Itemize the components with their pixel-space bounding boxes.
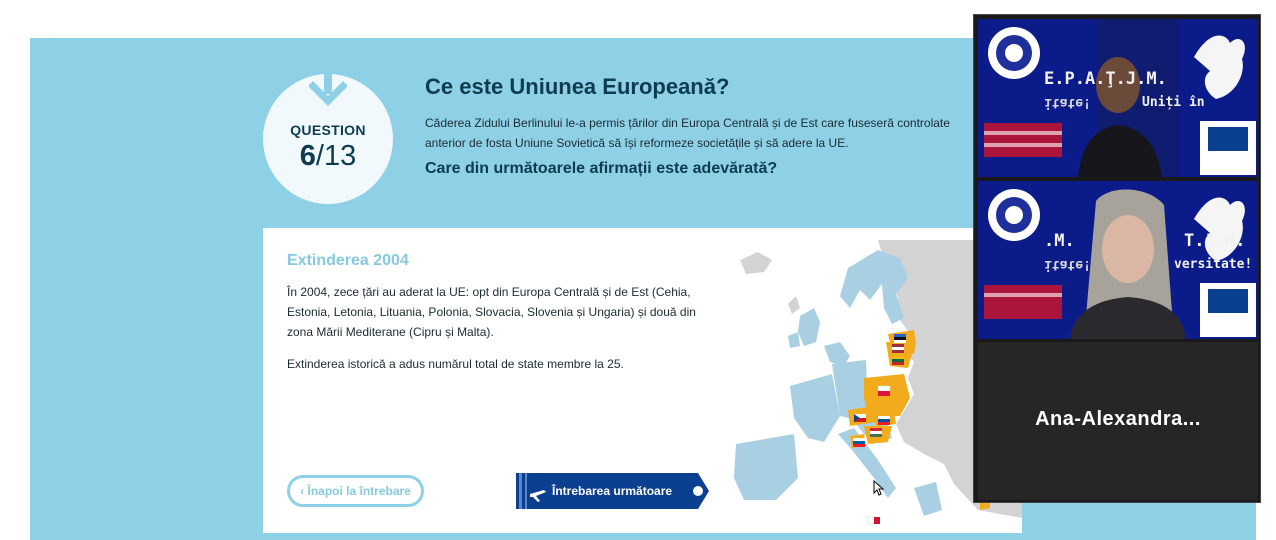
down-arrow-icon [309, 72, 347, 106]
question-intro: Căderea Zidului Berlinului le-a permis țărilor din Europa Centrală și de Est care fuseseră controlate anterior de fosta Uniune Sovietică să își reformeze societățile și să adere la UE. [425, 116, 950, 150]
video-call-panel [973, 14, 1261, 503]
question-label: QUESTION [290, 122, 366, 138]
answer-card [263, 228, 1022, 533]
question-total: /13 [315, 140, 357, 172]
next-question-button[interactable] [516, 473, 709, 509]
video-tile[interactable] [978, 19, 1258, 177]
chevron-left-icon: ‹ [300, 484, 308, 498]
background-slogan: Uniți în [1142, 95, 1205, 110]
participant-name: Ana-Alexandra... [1035, 408, 1201, 430]
background-slogan [1044, 95, 1091, 110]
flag-lithuania [892, 356, 904, 365]
flag-czechia [854, 414, 866, 422]
question-number [263, 140, 393, 173]
background-slogan-part: itate! [1044, 95, 1091, 110]
background-banner: E.P.A.Ţ.J.M. [1044, 69, 1167, 89]
video-tile[interactable] [978, 181, 1258, 339]
card-title: Extinderea 2004 [287, 252, 409, 269]
next-button-label: Întrebarea următoare [552, 484, 673, 498]
flag-latvia [892, 344, 904, 353]
flag-slovenia [853, 438, 865, 447]
background-slogan: itate! [1044, 257, 1091, 272]
flag-slovakia [878, 416, 890, 425]
background-banner: .M. [1044, 231, 1075, 251]
flag-estonia [894, 334, 906, 343]
flag-poland [878, 386, 890, 396]
card-paragraph: Extinderea istorică a adus numărul total de state membre la 25. [287, 357, 624, 371]
background-slogan: versitate! [1174, 257, 1253, 272]
background-banner: T.J.M. [1184, 231, 1246, 251]
question-current: 6 [299, 140, 316, 172]
question-counter [263, 74, 393, 204]
virtual-background [978, 19, 1258, 177]
flag-hungary [870, 428, 882, 437]
page-title: Ce este Uniunea Europeană? [425, 74, 730, 99]
card-paragraph: În 2004, zece țări au aderat la UE: opt din Europa Centrală și de Est (Cehia, Estonia, Letonia, Lituania, Polonia, Slovacia, Slovenia și Ungaria) și două din zona Mării Mediterane (Cipru și Malta). [287, 285, 696, 339]
participant-tile[interactable] [978, 342, 1258, 500]
cursor-icon [873, 480, 885, 496]
back-button-label: Înapoi la întrebare [307, 484, 411, 498]
flag-malta [868, 517, 880, 524]
question-text: Care din următoarele afirmații este adevărată? [425, 160, 778, 177]
back-to-question-button[interactable] [287, 475, 424, 507]
